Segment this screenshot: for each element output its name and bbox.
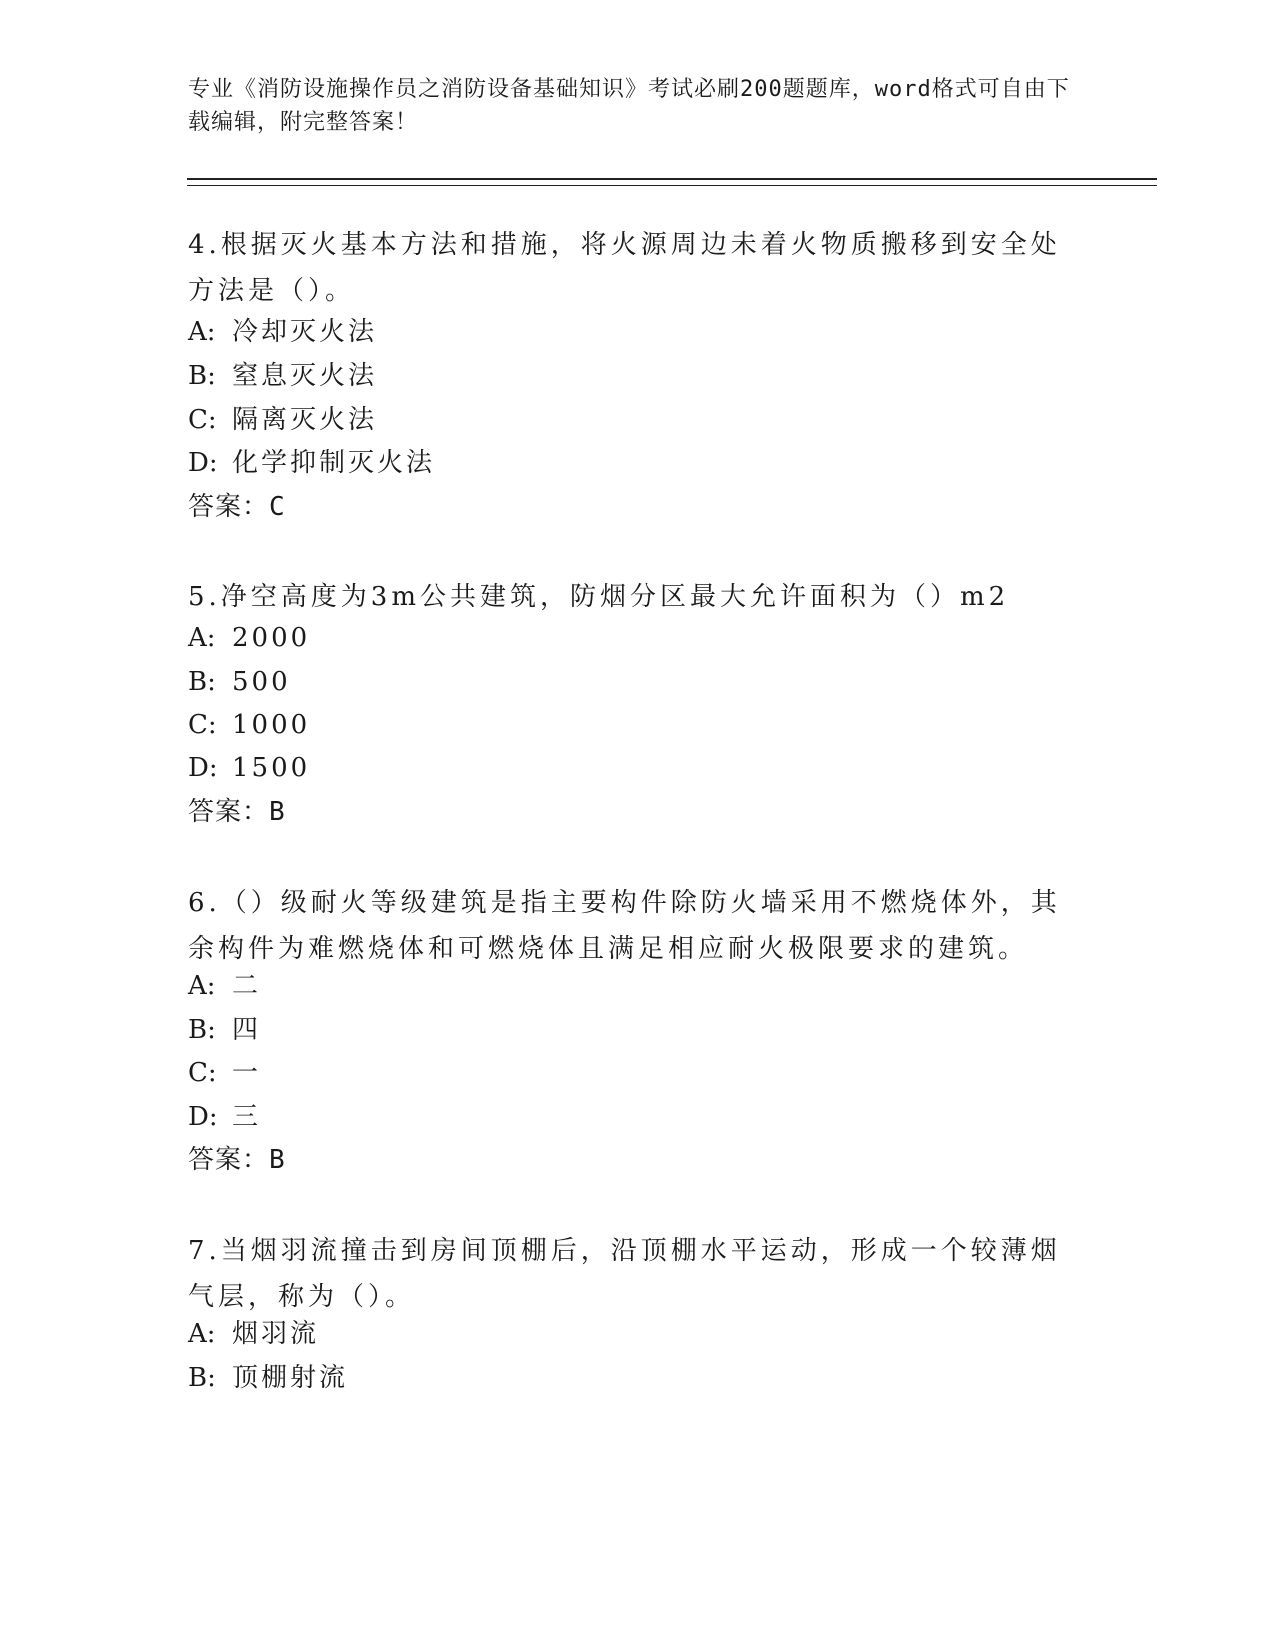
option-key: D: [188, 1102, 218, 1132]
option-key: D: [188, 448, 218, 478]
question-4-stem: 4.根据灭火基本方法和措施，将火源周边未着火物质搬移到安全处方法是（）。 [188, 230, 1061, 306]
option-text: 隔离灭火法 [232, 405, 378, 435]
option-key: A: [188, 623, 216, 653]
option-key: B: [188, 667, 216, 697]
option-key: A: [188, 317, 216, 347]
option-text: 窒息灭火法 [232, 361, 378, 391]
option-text: 冷却灭火法 [232, 317, 378, 347]
option-key: A: [188, 1319, 216, 1349]
question-7-option-a [188, 1318, 319, 1350]
question-6-stem: 6.（）级耐火等级建筑是指主要构件除防火墙采用不燃烧体外，其余构件为难燃烧体和可燃烧体且满足相应耐火极限要求的建筑。 [188, 888, 1061, 964]
option-key: B: [188, 361, 216, 391]
question-6-option-c [188, 1057, 261, 1089]
option-text: 四 [232, 1015, 262, 1045]
option-key: C: [188, 710, 217, 740]
question-6-answer: 答案：B [188, 1145, 286, 1175]
question-7-stem: 7.当烟羽流撞击到房间顶棚后，沿顶棚水平运动，形成一个较薄烟气层，称为（）。 [188, 1236, 1061, 1312]
option-text: 一 [232, 1058, 262, 1088]
option-key: D: [188, 753, 218, 783]
question-4-option-c [188, 404, 377, 436]
option-key: A: [188, 971, 216, 1001]
option-text: 烟羽流 [232, 1319, 320, 1349]
option-text: 1000 [232, 710, 311, 740]
question-5-option-b [188, 666, 291, 698]
document-header: 专业《消防设施操作员之消防设备基础知识》考试必刷200题题库，word格式可自由下载编辑，附完整答案！ [188, 77, 1070, 135]
header-divider [187, 178, 1157, 186]
question-7-option-b [188, 1362, 348, 1394]
question-6-option-a [188, 970, 261, 1002]
question-4-option-b [188, 360, 377, 392]
question-5-option-c [188, 709, 310, 741]
option-text: 1500 [232, 753, 311, 783]
option-text: 三 [232, 1102, 262, 1132]
option-text: 二 [232, 971, 262, 1001]
option-text: 顶棚射流 [232, 1363, 349, 1393]
question-4-option-a [188, 316, 377, 348]
question-5-option-d [188, 752, 310, 784]
option-text: 2000 [232, 623, 311, 653]
question-5-option-a [188, 622, 310, 654]
question-4-option-d [188, 447, 435, 479]
question-4-answer: 答案：C [188, 492, 286, 522]
document-page [188, 0, 1158, 1650]
option-key: C: [188, 1058, 217, 1088]
option-key: B: [188, 1015, 216, 1045]
option-key: C: [188, 405, 217, 435]
question-6-option-b [188, 1014, 261, 1046]
option-key: B: [188, 1363, 216, 1393]
question-6-option-d [188, 1101, 261, 1133]
question-5-stem: 5.净空高度为3m公共建筑，防烟分区最大允许面积为（）m2 [188, 582, 1010, 612]
option-text: 500 [232, 667, 291, 697]
question-5-answer: 答案：B [188, 797, 286, 827]
option-text: 化学抑制灭火法 [232, 448, 436, 478]
